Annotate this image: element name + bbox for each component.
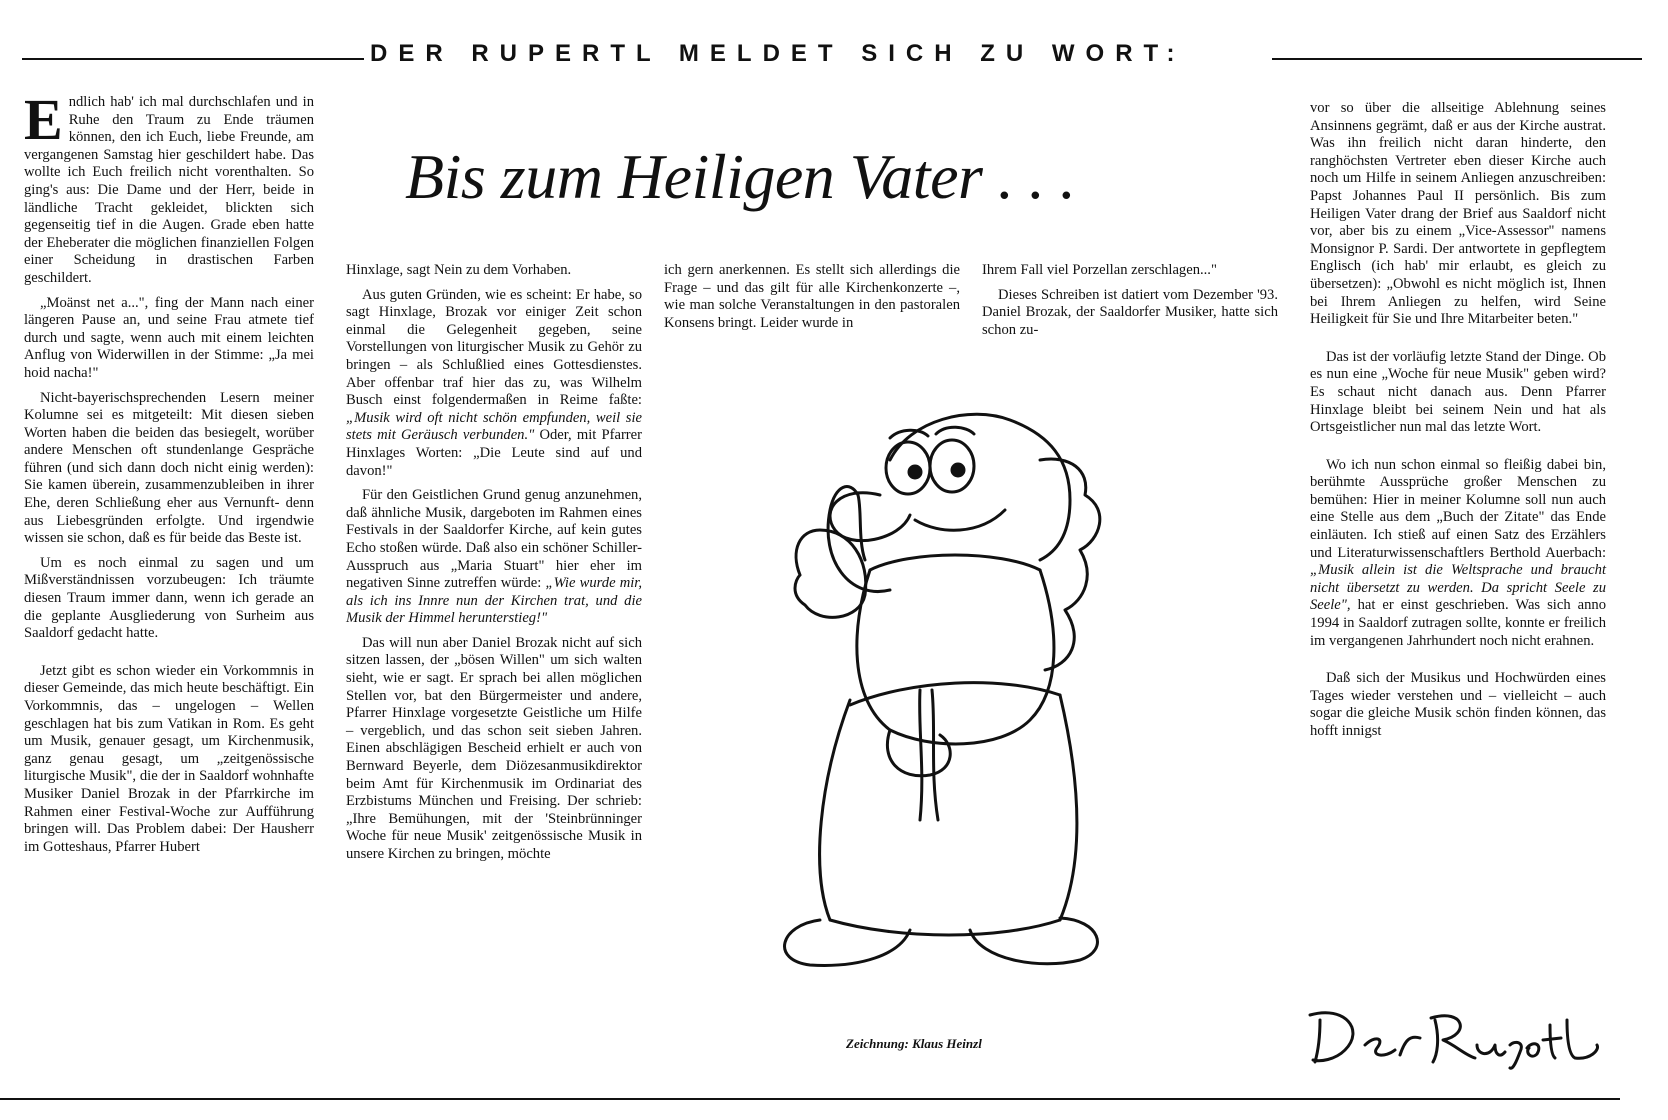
busch-quote: „Musik wird oft nicht schön empfunden, weil sie stets mit Geräusch verbunden." [346, 409, 642, 444]
paragraph: Jetzt gibt es schon wieder ein Vorkommnis in dieser Gemeinde, das mich heute beschäftigt. Ein Vorkommnis, das – ungelogen – Wellen geschlagen hat bis zum Vatikan in Rom. Es geht um Musik, genauer gesagt, um Kirchenmusik, ganz genau gesagt, um „zeitgenössische liturgische Musik", die der in Saaldorf wohnhafte Musiker Daniel Brozak in der Pfarrkirche im Rahmen einer Festival-Woche zur Aufführung bringen will. Das Problem dabei: Der Hausherr im Gotteshaus, Pfarrer Hubert [24, 662, 314, 855]
paragraph: Hinxlage, sagt Nein zu dem Vorhaben. [346, 262, 572, 278]
rope [932, 690, 938, 820]
foot-left [785, 920, 910, 965]
paragraph: Dieses Schreiben ist datiert vom Dezember '93. Daniel Brozak, der Saaldorfer Musiker, hatte sich schon zu- [982, 286, 1278, 338]
paragraph: ndlich hab' ich mal durchschlafen und in Ruhe den Traum zu Ende träumen können, den ich Euch, liebe Freunde, am vergangenen Samstag hier geschildert habe. Das wollte ich Euch freilich nicht vorenthalten. So ging's aus: Die Dame und der Herr, beide in ländliche Tracht gekleidet, blickten sich gegenseitig tief in die Augen. Grade eben hatte der Eheberater die möglichen finanziellen Folgen einer Scheidung in drastischen Farben geschildert. [24, 94, 314, 286]
belt [850, 683, 1060, 705]
nose [830, 493, 910, 541]
rope [920, 690, 922, 820]
pupil-left [909, 466, 921, 478]
paragraph-end: Oder, mit Pfarrer Hinxlages Worten: „Die Leute sind auf und davon!" [346, 427, 642, 479]
paragraph: Wo ich nun schon einmal so fleißig dabei bin, berühmte Aussprüche großer Menschen zu bemühen: Hier in meiner Kolumne soll nun auch eine Stelle aus dem „Buch der Zitate" das Ende einläuten. Ich stieß auf einen Satz des Erzählers und Literaturwissenschaftlers Berthold Auerbach: [1310, 456, 1606, 561]
hand [887, 730, 950, 776]
article-column-2 [346, 262, 642, 871]
article-column-4 [982, 262, 1278, 346]
schiller-quote: „Wie wurde mir, als ich ins Innre nun der Kirchen trat, und die Musik der Himmel herunterstieg!" [346, 575, 642, 627]
robe [1060, 695, 1077, 920]
paragraph: Das will nun aber Daniel Brozak nicht auf sich sitzen lassen, der „bösen Willen" um sich walten sieht, wie er sagt. Er sprach bei allen möglichen Stellen vor, bat den Bürgermeister und andere, Pfarrer Hinxlage vorgesetzte Geistliche um Hilfe – vergeblich, und das schon seit sieben Jahren. Einen abschlägigen Bescheid erhielt er auch von Bernward Beyerle, dem Diözesanmusikdirektor beim Amt für Kirchenmusik im Ordinariat des Erzbistums München und Freising. Der schrieb: „Ihre Bemühungen, mit der 'Steinbrünninger Woche für neue Musik' zeitgenössische Musik in unsere Kirchen zu bringen, möchte [346, 634, 642, 862]
drop-cap: E [24, 87, 63, 152]
header-rule-right [1272, 58, 1642, 60]
paragraph: vor so über die allseitige Ablehnung seines Ansinnens gegrämt, daß er aus der Kirche austrat. Was ihn freilich nicht daran hinderte, den ranghöchsten Vertreter eben dieser Kirche auch noch um Hilfe in seinem Anliegen anzuschreiben: Papst Johannes Paul II persönlich. Bis zum Heiligen Vater drang der Brief aus Saaldorf nicht vor, aber bis zu einem „Vice-Assessor" namens Monsignor P. Sardi. Der antwortete in gepflegtem Englisch (ich hab' mir erlaubt, es gleich zu übersetzen): „Obwohl es nicht möglich ist, Ihnen bei Ihrem Anliegen zu helfen, wird Seine Heiligkeit für Sie und Ihre Mitarbeiter beten." [1310, 100, 1606, 328]
paragraph: Nicht-bayerischsprechenden Lesern meiner Kolumne sei es mitgeteilt: Mit diesen sieben Worten haben die beiden das besiegelt, worüber andere Menschen oft stundenlange Gespräche führen (und sich dann doch nicht einig werden): Sie kamen überein, zusammenzubleiben in ihrer Ehe, deren Schließung eher aus Vernunft- denn aus Liebesgründen erfolgte. Und irgendwie wissen sie schon, daß es für beide das Beste ist. [24, 389, 314, 547]
robe [820, 700, 850, 920]
illustration-caption: Zeichnung: Klaus Heinzl [846, 1036, 982, 1051]
auerbach-quote: „Musik allein ist die Weltsprache und braucht nicht übersetzt zu werden. Da spricht Seele zu Seele", [1310, 562, 1606, 614]
paragraph: Ihrem Fall viel Porzellan zerschlagen..." [982, 262, 1217, 278]
header-rule-left [22, 58, 364, 60]
paragraph-end: hat er einst geschrieben. Was sich anno 1994 in Saaldorf zutragen sollte, konnte er freilich im vergangenen Jahrhundert noch nicht erahnen. [1310, 597, 1606, 649]
paragraph: Um es noch einmal zu sagen und um Mißverständnissen vorzubeugen: Ich träumte diesen Traum immer dann, wenn ich gerade an die geplante Ausgliederung von Surheim aus Saaldorf gedacht hatte. [24, 554, 314, 642]
article-column-3 [664, 262, 960, 339]
paragraph: ich gern anerkennen. Es stellt sich allerdings die Frage – und das gilt für alle Kirchenkonzerte –, wie man solche Veranstaltungen in den pastoralen Konsens bringt. Leider wurde in [664, 262, 960, 331]
pupil-right [952, 464, 964, 476]
article-column-1 [24, 87, 314, 863]
section-kicker: DER RUPERTL MELDET SICH ZU WORT: [370, 40, 1186, 67]
body-outline [857, 570, 1054, 744]
headline: Bis zum Heiligen Vater . . . [405, 141, 1076, 212]
collar [870, 555, 1040, 570]
mouth [915, 510, 1005, 530]
paragraph: Daß sich der Musikus und Hochwürden eines Tages wieder verstehen und – vielleicht – auch sogar die gleiche Musik schön finden können, das hofft innigst [1310, 670, 1606, 739]
robe-hem [830, 920, 1060, 935]
footer-rule [0, 1098, 1620, 1100]
head-outline [890, 414, 1070, 560]
paragraph: Das ist der vorläufig letzte Stand der Dinge. Ob es nun eine „Woche für neue Musik" geben wird? Es schaut nicht danach aus. Denn Pfarrer Hinxlage bleibt bei seinem Nein und hat als Ortsgeistlicher nun mal das letzte Wort. [1310, 348, 1606, 436]
handwritten-signature [1305, 1000, 1605, 1070]
cartoon-illustration [740, 400, 1150, 1000]
article-column-5 [1310, 100, 1606, 748]
eye-left [886, 442, 930, 494]
paragraph: Für den Geistlichen Grund genug anzunehmen, daß ähnliche Musik, dargeboten im Rahmen eines Festivals in der Saaldorfer Kirche, auf kein gutes Echo stoßen würde. Daß also ein schöner Schiller-Ausspruch aus „Maria Stuart" hier eher im negativen Sinne zutreffen würde: [346, 487, 642, 592]
paragraph: Aus guten Gründen, wie es scheint: Er habe, so sagt Hinxlage, Brozak vor einiger Zeit schon einmal die Gelegenheit gegeben, seine Vorstellungen von liturgischer Musik zu Gehör zu bringen – als Schlußlied eines Gottesdienstes. Aber offenbar traf hier das zu, was Wilhelm Busch einst folgendermaßen in Reime faßte: [346, 286, 642, 409]
brow [936, 427, 974, 434]
paragraph: „Moänst net a...", fing der Mann nach einer längeren Pause an, und seine Frau atmete tief durch und sagte, wenn auch mit einem leichten Anflug von Widerwillen in der Stimme: „Ja mei hoid nacha!" [24, 294, 314, 381]
foot-right [970, 918, 1097, 964]
